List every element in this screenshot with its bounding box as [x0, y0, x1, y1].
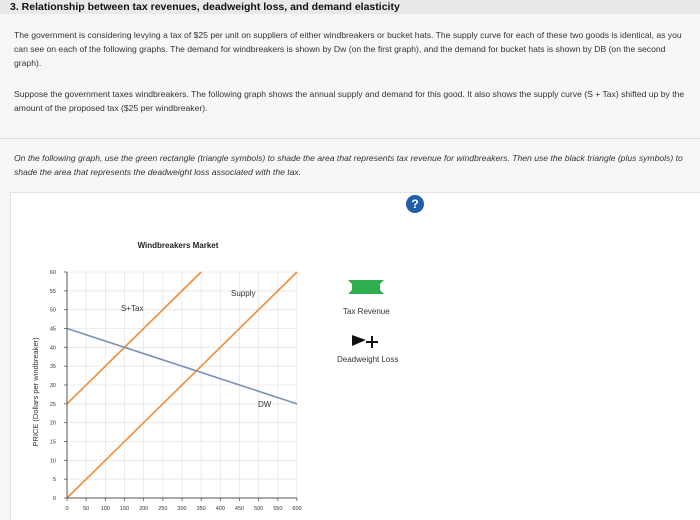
- x-tick-label: 0: [65, 506, 69, 512]
- x-tick-label: 300: [177, 506, 187, 512]
- y-tick-label: 10: [49, 458, 56, 465]
- question-title: 3. Relationship between tax revenues, deadweight loss, and demand elasticity: [10, 1, 400, 13]
- y-tick-label: 35: [49, 364, 56, 371]
- tax-revenue-tool[interactable]: [348, 280, 384, 294]
- chart-title: Windbreakers Market: [137, 241, 219, 250]
- x-tick-label: 150: [119, 506, 130, 512]
- y-tick-label: 15: [49, 439, 56, 446]
- y-tick-label: 55: [49, 288, 56, 295]
- instructions-paragraph: On the following graph, use the green rectangle (triangle symbols) to shade the area that represents tax revenue for windbreakers. Then use the black triangle (plus symbols) to shade the area that represents the deadweight loss associated with the tax.: [14, 153, 683, 177]
- tax-paragraph: Suppose the government taxes windbreakers. The following graph shows the annual supply and demand for this good. It also shows the supply curve (S + Tax) shifted up by the amount of the proposed tax ($25 per windbreaker).: [14, 89, 685, 113]
- y-axis-label: PRICE (Dollars per windbreaker): [31, 337, 40, 447]
- series-label-dw: DW: [258, 400, 272, 409]
- y-tick-label: 40: [49, 345, 56, 352]
- y-tick-label: 30: [49, 383, 56, 389]
- y-tick-label: 60: [49, 270, 56, 276]
- series-label-stax: S+Tax: [121, 304, 144, 313]
- intro-paragraph: The government is considering levying a tax of $25 per unit on suppliers of either windbreakers or bucket hats. The supply curve for each of these two goods is identical, as you can see on each of the following graphs. The demand for windbreakers is shown by Dw (on the first graph), and the demand for bucket hats is shown by DB (on the second graph).: [14, 30, 682, 68]
- y-tick-label: 50: [49, 307, 56, 314]
- x-tick-label: 350: [196, 506, 206, 512]
- x-tick-label: 250: [158, 506, 168, 512]
- y-tick-label: 45: [49, 326, 56, 333]
- series-label-supply: Supply: [231, 289, 256, 298]
- y-tick-label: 5: [52, 477, 56, 484]
- x-tick-label: 50: [83, 506, 90, 512]
- series-line-1: [67, 272, 201, 404]
- x-tick-label: 500: [254, 506, 264, 512]
- tax-revenue-label: Tax Revenue: [343, 307, 390, 316]
- x-tick-label: 450: [234, 506, 245, 512]
- deadweight-loss-tool[interactable]: [352, 335, 378, 348]
- y-tick-label: 0: [52, 496, 56, 502]
- x-tick-label: 200: [139, 506, 149, 512]
- x-tick-label: 400: [215, 506, 225, 512]
- y-tick-label: 25: [49, 401, 56, 408]
- x-tick-label: 550: [273, 506, 283, 512]
- help-icon[interactable]: ?: [406, 195, 424, 213]
- x-tick-label: 100: [100, 506, 110, 512]
- deadweight-loss-label: Deadweight Loss: [337, 355, 399, 364]
- y-tick-label: 20: [49, 420, 56, 427]
- x-tick-label: 600: [292, 506, 302, 512]
